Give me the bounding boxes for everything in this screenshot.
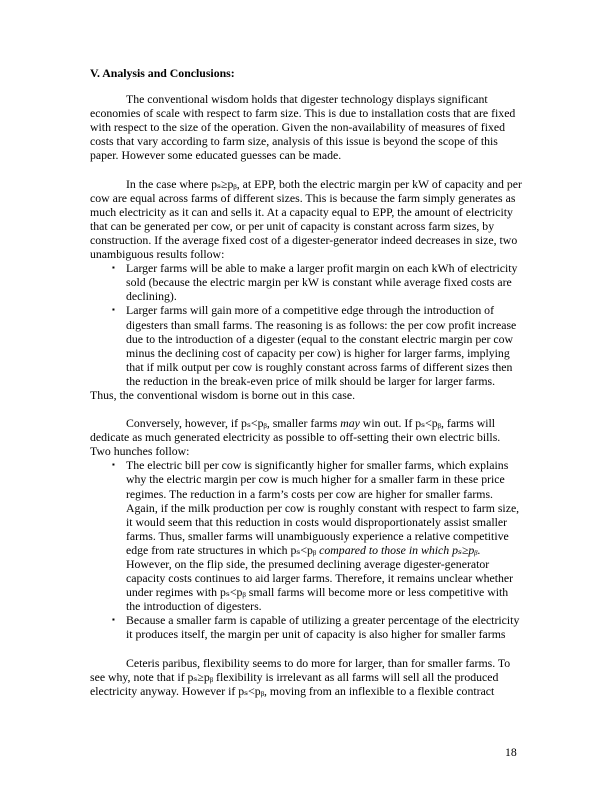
list-item-text: Because a smaller farm is capable of utilizing a greater percentage of the electricity it produces itself, the margin per unit of capacity is also higher for smaller farms <box>126 613 520 642</box>
bullet-list-case-1 <box>90 261 522 388</box>
emphasis-text: compared to those in which pₛ≥pᵦ. <box>319 542 481 557</box>
paragraph-conclusion-case-1: Thus, the conventional wisdom is borne out in this case. <box>90 387 356 402</box>
list-item <box>112 261 522 304</box>
paragraph-case-ps-lt-pb <box>90 416 522 458</box>
list-item-text: Larger farms will be able to make a larger profit margin on each kWh of electricity sold (because the electric margin per kW is constant while average fixed costs are declining). <box>126 261 518 304</box>
list-item <box>112 303 522 388</box>
bullet-icon: ▪ <box>112 615 115 625</box>
bullet-icon: ▪ <box>112 460 115 470</box>
text-run: The electric bill per cow is significantly higher for smaller farms, which explains why the electric margin per cow is much higher for a smaller farm in these price regimes. The reduction in a farm’s costs per cow are higher for smaller farms. Again, if the milk production per cow is roughly constant with respect to farm size, it would seem that this reduction in costs would disproportionately assist smaller farms. Thus, smaller farms will unambiguously experience a relative competitive edge from rate structures in which pₛ<pᵦ <box>126 458 520 557</box>
section-heading: V. Analysis and Conclusions: <box>90 66 235 80</box>
bullet-list-case-2 <box>90 458 522 641</box>
bullet-icon: ▪ <box>112 305 115 315</box>
list-item <box>112 458 522 614</box>
emphasis-text: may <box>340 416 360 431</box>
paragraph-gap <box>90 642 522 656</box>
paragraph-gap <box>90 163 522 177</box>
text-run: win out. If pₛ<pᵦ, farms will dedicate as much generated electricity as possible to off-setting their own electric bills. Two hunches follow: <box>90 416 501 459</box>
text-run: However, on the flip side, the presumed declining average digester-generator capacity costs continues to aid larger farms. Therefore, it remains unclear whether under regimes with pₛ<pᵦ small farms will become more or less competitive with the introduction of digesters. <box>126 557 514 614</box>
list-item-text: Larger farms will gain more of a competitive edge through the introduction of digesters than small farms. The reasoning is as follows: the per cow profit increase due to the introduction of a digester (equal to the constant electric margin per cow minus the declining cost of capacity per cow) is higher for larger farms, implying that if milk output per cow is roughly constant across farms of different sizes then the reduction in the break-even price of milk should be larger for larger farms. <box>126 303 517 388</box>
text-run: Conversely, however, if pₛ<pᵦ, smaller farms <box>126 416 341 431</box>
paragraph-flexibility: Ceteris paribus, flexibility seems to do more for larger, than for smaller farms. To see why, note that if pₛ≥pᵦ flexibility is irrelevant as all farms will sell all the produced electricity anyway. However if pₛ<pᵦ, moving from an inflexible to a flexible contract <box>90 655 511 698</box>
paragraph-conventional-wisdom: The conventional wisdom holds that digester technology displays significant economies of scale with respect to farm size. This is due to installation costs that are fixed with respect to the size of the operation. Given the non-availability of measures of fixed costs that vary according to farm size, analysis of this issue is beyond the scope of this paper. However some educated guesses can be made. <box>90 92 516 163</box>
list-item <box>112 613 522 642</box>
paragraph-case-ps-ge-pb: In the case where pₛ≥pᵦ, at EPP, both the electric margin per kW of capacity and per cow are equal across farms of different sizes. This is because the farm simply generates as much electricity as it can and sells it. At a capacity equal to EPP, the amount of electricity that can be generated per cow, or per unit of capacity is constant across farm sizes, by construction. If the average fixed cost of a digester-generator indeed decreases in size, two unambiguous results follow: <box>90 176 522 262</box>
paragraph-gap <box>90 402 522 416</box>
page-number: 18 <box>505 745 517 759</box>
bullet-icon: ▪ <box>112 263 115 273</box>
list-item-text <box>126 458 519 613</box>
page-content <box>90 66 522 698</box>
